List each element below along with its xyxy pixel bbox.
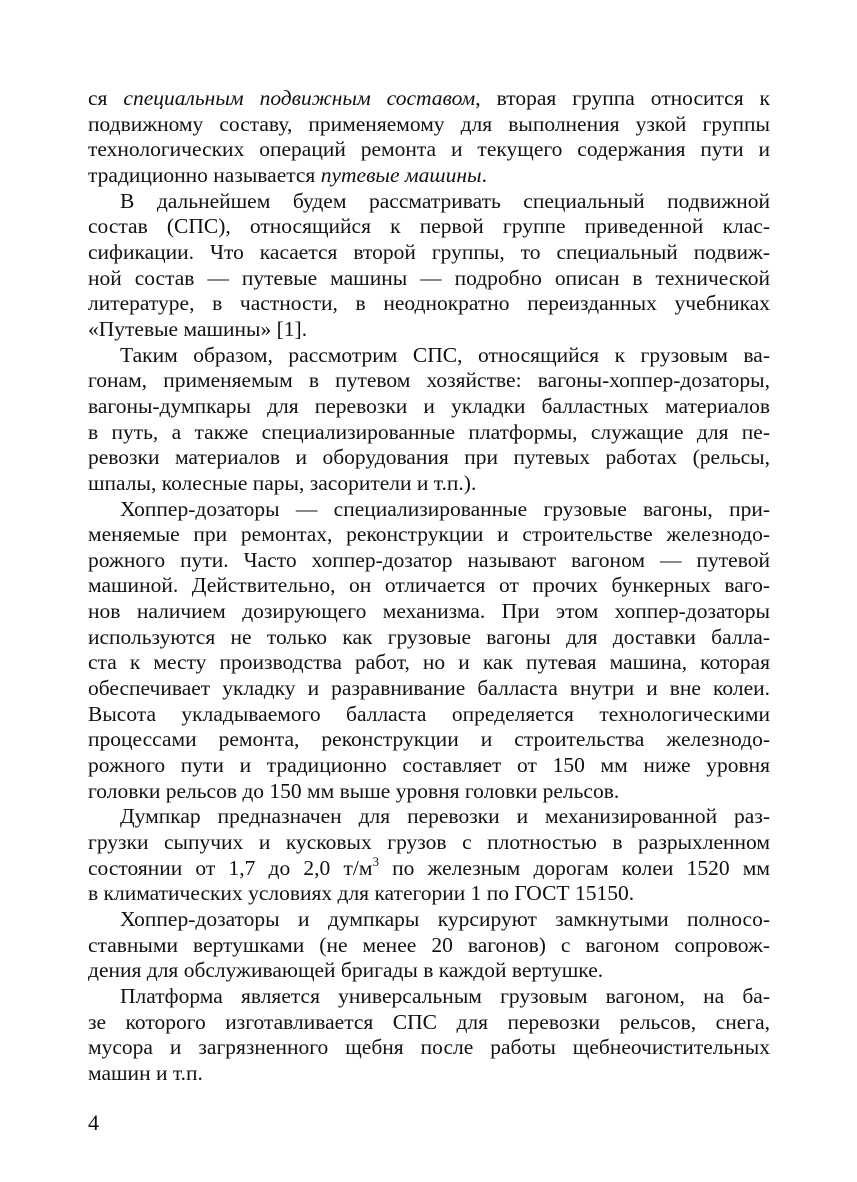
text-segment: мусора и загрязненного щебня после работы щебнеочистительных [88,1035,770,1060]
text-line [88,853,770,882]
text-segment: машиной. Действительно, он отличается от прочих бункерных ваго- [88,573,770,598]
text-segment: состав (СПС), относящийся к первой группе приведенной клас- [88,214,770,239]
italic-term: специальным подвижным составом [123,86,476,110]
text-segment: в путь, а также специализированные платформы, служащие для пе- [88,419,770,444]
italic-term: путевые машины [320,162,482,187]
text-line [88,189,770,215]
text-line [88,830,770,856]
text-line [88,137,770,163]
text-segment: состоянии от 1,7 до 2,0 т/м [88,855,373,880]
text-line [88,753,770,779]
text-segment: машин и т.п. [88,1060,203,1085]
text-segment: грузки сыпучих и кусковых грузов с плотностью в разрыхленном [88,830,770,855]
text-line [88,933,770,959]
text-segment: головки рельсов до 150 мм выше уровня головки рельсов. [88,778,620,803]
text-line [88,727,770,753]
text-segment: «Путевые машины» [1]. [88,316,308,341]
text-segment: . [481,162,487,187]
text-segment: процессами ремонта, реконструкции и строительства железнодо- [88,727,770,752]
text-line [88,1061,770,1087]
text-line [88,163,770,189]
text-line [88,317,770,343]
paragraph [88,907,770,984]
text-segment: В дальнейшем будем рассматривать специальный подвижной [120,188,770,213]
text-segment: технологических операций ремонта и текущего содержания пути и [88,137,770,162]
text-line [88,291,770,317]
paragraph [88,497,770,805]
text-segment: Высота укладываемого балласта определяется технологическими [88,701,770,726]
text-segment: подвижному составу, применяемому для выполнения узкой группы [88,111,770,136]
text-line [88,573,770,599]
text-line [88,266,770,292]
paragraph [88,804,770,907]
text-line [88,214,770,240]
text-segment: ставными вертушками (не менее 20 вагонов) с вагоном сопровож- [88,932,770,957]
text-line [88,112,770,138]
text-line [88,471,770,497]
paragraph [88,343,770,497]
text-segment: Думпкар предназначен для перевозки и механизированной раз- [120,804,770,829]
text-line [88,522,770,548]
text-segment: рожного пути и традиционно составляет от 150 мм ниже уровня [88,753,770,778]
text-line [88,548,770,574]
text-line [88,1035,770,1061]
text-segment: используются не только как грузовые вагоны для доставки балла- [88,624,770,649]
text-line [88,599,770,625]
paragraph [88,189,770,343]
text-line [88,779,770,805]
text-line [88,1010,770,1036]
text-line [88,625,770,651]
text-line [88,394,770,420]
text-line [88,804,770,830]
text-segment: дения для обслуживающей бригады в каждой вертушке. [88,958,604,983]
text-segment: обеспечивает укладку и разравнивание балласта внутри и вне колеи. [88,676,770,701]
text-segment: гонам, применяемым в путевом хозяйстве: вагоны-хоппер-дозаторы, [88,368,770,393]
text-segment: традиционно называется [88,162,321,187]
text-segment: зе которого изготавливается СПС для перевозки рельсов, снега, [88,1009,770,1034]
text-segment: меняемые при ремонтах, реконструкции и строительстве железнодо- [88,522,770,547]
text-line [88,343,770,369]
text-line [88,676,770,702]
text-segment: литературе, в частности, в неоднократно переизданных учебниках [88,291,770,316]
text-segment: рожного пути. Часто хоппер-дозатор называют вагоном — путевой [88,547,770,572]
text-segment: ся [88,86,124,110]
text-segment: нов наличием дозирующего механизма. При этом хоппер-дозаторы [88,599,770,624]
text-segment: по железным дорогам колеи 1520 мм [378,855,770,880]
text-segment: ной состав — путевые машины — подробно описан в технической [88,265,770,290]
text-segment: Хоппер-дозаторы и думпкары курсируют замкнутыми полносо- [120,907,770,931]
page-number: 4 [88,1110,99,1135]
text-line [88,881,770,907]
paragraph [88,984,770,1087]
text-line [88,497,770,523]
superscript: 3 [372,853,379,869]
text-line [88,240,770,266]
text-segment: , вторая группа относится к [475,86,770,110]
text-line [88,958,770,984]
text-segment: Хоппер-дозаторы — специализированные грузовые вагоны, при- [120,496,770,521]
text-line [88,445,770,471]
text-segment: Платформа является универсальным грузовым вагоном, на ба- [120,983,770,1008]
text-line [88,420,770,446]
text-line [88,86,770,112]
paragraph [88,86,770,189]
text-segment: Таким образом, рассмотрим СПС, относящийся к грузовым ва- [120,342,770,367]
text-segment: ревозки материалов и оборудования при путевых работах (рельсы, [88,445,770,470]
text-line [88,650,770,676]
text-line [88,368,770,394]
text-segment: шпалы, колесные пары, засорители и т.п.). [88,470,477,495]
text-segment: вагоны-думпкары для перевозки и укладки балластных материалов [88,393,770,418]
text-segment: в климатических условиях для категории 1 по ГОСТ 15150. [88,881,635,906]
text-line [88,702,770,728]
text-segment: сификации. Что касается второй группы, то специальный подвиж- [88,239,770,264]
text-line [88,984,770,1010]
text-line [88,907,770,933]
body-text [88,86,770,1087]
text-segment: ста к месту производства работ, но и как путевая машина, которая [88,650,770,675]
